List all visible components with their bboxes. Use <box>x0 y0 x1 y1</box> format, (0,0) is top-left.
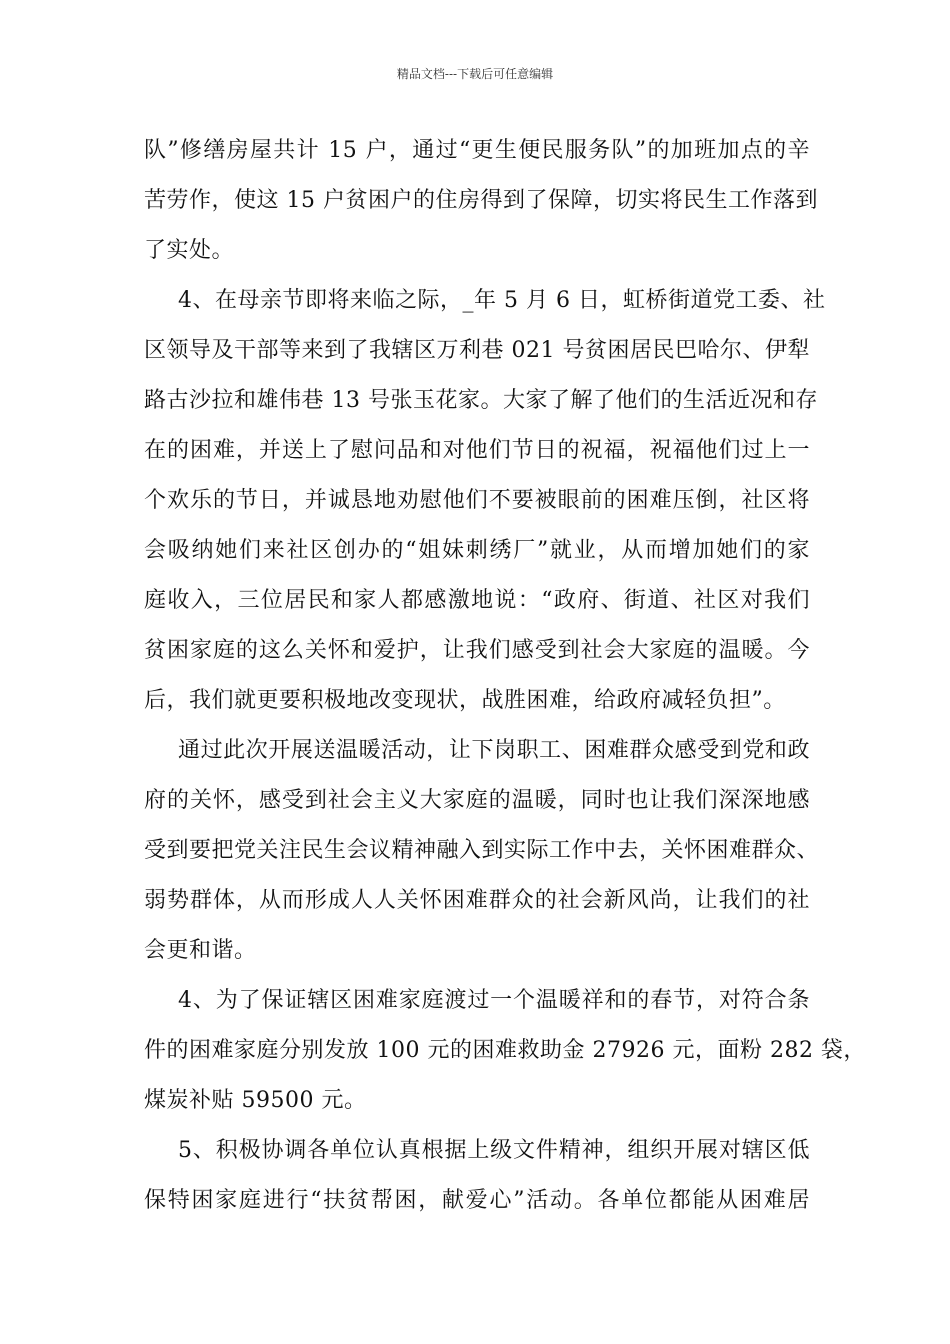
text-line: 受到要把党关注民生会议精神融入到实际工作中去，关怀困难群众、 <box>144 838 820 863</box>
text-line: 会吸纳她们来社区创办的“姐妹刺绣厂”就业，从而增加她们的家 <box>144 538 810 563</box>
text-line: 后，我们就更要积极地改变现状，战胜困难，给政府减轻负担”。 <box>144 688 786 713</box>
text-line: 区领导及干部等来到了我辖区万利巷 021 号贫困居民巴哈尔、伊犁 <box>144 338 810 363</box>
text-line: 煤炭补贴 59500 元。 <box>144 1088 367 1113</box>
text-line: 府的关怀，感受到社会主义大家庭的温暖，同时也让我们深深地感 <box>144 788 810 813</box>
page-header: 精品文档---下载后可任意编辑 <box>396 67 554 81</box>
text-line: 4、为了保证辖区困难家庭渡过一个温暖祥和的春节，对符合条 <box>178 988 810 1013</box>
text-line: 在的困难，并送上了慰问品和对他们节日的祝福，祝福他们过上一 <box>144 438 810 463</box>
text-line: 贫困家庭的这么关怀和爱护，让我们感受到社会大家庭的温暖。今 <box>144 638 810 663</box>
text-line: 4、在母亲节即将来临之际，_年 5 月 6 日，虹桥街道党工委、社 <box>178 288 826 313</box>
text-line: 会更和谐。 <box>144 938 257 963</box>
text-line: 通过此次开展送温暖活动，让下岗职工、困难群众感受到党和政 <box>178 738 810 763</box>
text-line: 个欢乐的节日，并诚恳地劝慰他们不要被眼前的困难压倒，社区将 <box>144 488 810 513</box>
text-line: 苦劳作，使这 15 户贫困户的住房得到了保障，切实将民生工作落到 <box>144 188 818 213</box>
text-line: 保特困家庭进行“扶贫帮困，献爱心”活动。各单位都能从困难居 <box>144 1188 810 1213</box>
text-line: 队”修缮房屋共计 15 户，通过“更生便民服务队”的加班加点的辛 <box>144 138 810 163</box>
document-body <box>144 126 866 1226</box>
text-line: 了实处。 <box>144 238 235 263</box>
text-line: 庭收入，三位居民和家人都感激地说：“政府、街道、社区对我们 <box>144 588 810 613</box>
text-line: 5、积极协调各单位认真根据上级文件精神，组织开展对辖区低 <box>178 1138 810 1163</box>
text-line: 路古沙拉和雄伟巷 13 号张玉花家。大家了解了他们的生活近况和存 <box>144 388 818 413</box>
text-line: 件的困难家庭分别发放 100 元的困难救助金 27926 元，面粉 282 袋， <box>144 1038 866 1063</box>
text-line: 弱势群体，从而形成人人关怀困难群众的社会新风尚，让我们的社 <box>144 888 810 913</box>
